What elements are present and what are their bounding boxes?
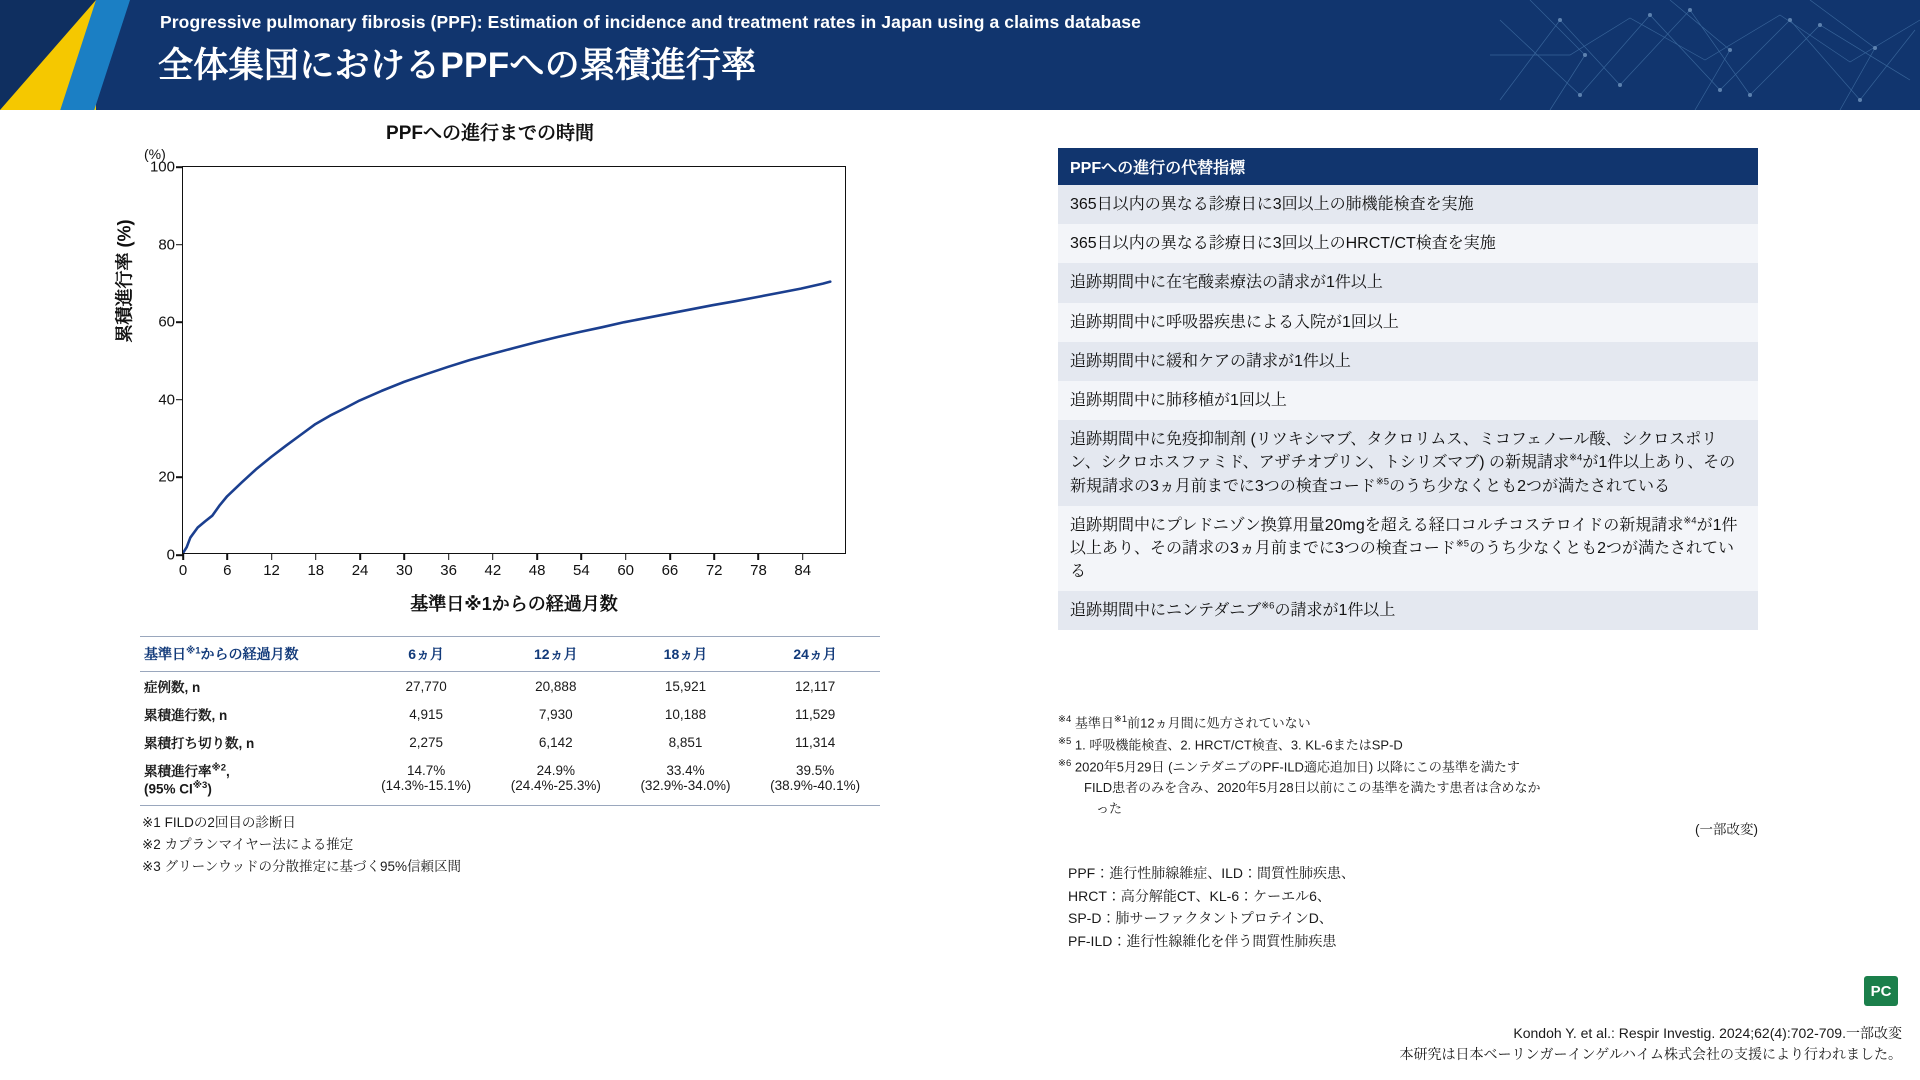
table-column-header: 18ヵ月 xyxy=(621,637,751,672)
table-column-header: 12ヵ月 xyxy=(491,637,621,672)
abbreviation-line: PF-ILD：進行性線維化を伴う間質性肺疾患 xyxy=(1068,933,1337,950)
x-tick-mark xyxy=(448,553,450,560)
header-subtitle: Progressive pulmonary fibrosis (PPF): Estimation of incidence and treatment rates in Japan using a claims database xyxy=(160,12,1141,32)
table-cell: 24.9% (24.4%-25.3%) xyxy=(491,756,621,805)
km-curve xyxy=(183,167,845,553)
table-cell: 12,117 xyxy=(795,678,836,694)
table-row xyxy=(140,672,880,701)
x-tick-label: 66 xyxy=(661,562,679,579)
x-tick-mark xyxy=(802,553,804,560)
x-tick-mark xyxy=(625,553,627,560)
summary-table xyxy=(140,636,880,806)
y-axis-unit: (%) xyxy=(144,146,166,162)
chart-footnotes xyxy=(142,812,862,878)
x-tick-mark xyxy=(492,553,494,560)
panel-footnote: $^{※5}$ 1. 呼吸機能検査、2. HRCT/CT検査、3. KL-6またはSP-D xyxy=(1058,736,1403,753)
table-column-header: 基準日$^{※1}$からの経過月数 xyxy=(140,637,361,672)
plot-area xyxy=(149,158,846,579)
support-statement: 本研究は日本ベーリンガーインゲルハイム株式会社の支援により行われました。 xyxy=(1399,1046,1902,1063)
criteria-row: 追跡期間中にニンテダニブ$^{※6}$の請求が1件以上 xyxy=(1058,591,1758,630)
y-tick-mark xyxy=(176,321,183,323)
chart-footnote: ※3 グリーンウッドの分散推定に基づく95%信頼区間 xyxy=(142,858,462,874)
x-tick-label: 0 xyxy=(178,562,188,579)
table-column-header: 6ヵ月 xyxy=(361,637,491,672)
chart-title: PPFへの進行までの時間 xyxy=(386,123,594,144)
table-cell: 2,275 xyxy=(409,734,444,750)
y-tick-mark xyxy=(176,244,183,246)
surrogate-criteria-panel xyxy=(1058,148,1758,630)
y-tick-mark xyxy=(176,477,183,479)
panel-footnote: $^{※6}$ 2020年5月29日 (ニンテダニブのPF-ILD適応追加日) 以降にこの基準を満たす xyxy=(1058,758,1520,775)
table-cell: 4,915 xyxy=(409,706,444,722)
y-tick-label: 80 xyxy=(158,236,175,254)
panel-footnote: った xyxy=(1096,801,1123,817)
criteria-row: 追跡期間中にプレドニゾン換算用量20mgを超える経口コルチコステロイドの新規請求$^{※4}$が1件以上あり、その請求の3ヵ月前までに3つの検査コード$^{※5}$のうち少なくとも2つが満たされている xyxy=(1058,506,1758,592)
table-cell: 14.7% (14.3%-15.1%) xyxy=(361,756,491,805)
y-tick-label: 0 xyxy=(166,546,175,564)
header-corner-decoration xyxy=(0,0,160,110)
reference-footer xyxy=(902,1023,1902,1066)
x-axis-label: 基準日※1からの経過月数 xyxy=(410,594,618,614)
table-cell: 39.5% (38.9%-40.1%) xyxy=(750,756,880,805)
x-tick-label: 36 xyxy=(440,562,457,579)
abbreviation-line: SP-D：肺サーファクタントプロテインD、 xyxy=(1068,910,1333,927)
table-cell: 10,188 xyxy=(664,706,707,722)
table-cell: 11,314 xyxy=(795,734,836,750)
x-tick-label: 78 xyxy=(750,562,767,579)
table-cell: 6,142 xyxy=(538,734,573,750)
series-line-0 xyxy=(183,282,830,553)
x-tick-mark xyxy=(315,553,317,560)
criteria-row: 追跡期間中に在宅酸素療法の請求が1件以上 xyxy=(1058,263,1758,302)
table-row-label: 累積進行数, n xyxy=(144,708,228,723)
x-tick-label: 6 xyxy=(223,562,232,579)
x-tick-mark xyxy=(669,553,671,560)
y-tick-label: 60 xyxy=(158,313,175,331)
chart-footnote: ※2 カプランマイヤー法による推定 xyxy=(142,836,354,852)
table-cell: 15,921 xyxy=(664,678,707,694)
y-tick-mark xyxy=(176,399,183,401)
table-header-row xyxy=(140,637,880,672)
table-cell: 20,888 xyxy=(535,678,577,694)
x-tick-mark xyxy=(404,553,406,560)
x-tick-label: 42 xyxy=(484,562,502,579)
criteria-row: 365日以内の異なる診療日に3回以上の肺機能検査を実施 xyxy=(1058,185,1758,224)
x-tick-mark xyxy=(713,553,715,560)
x-tick-label: 30 xyxy=(395,562,413,579)
x-tick-label: 18 xyxy=(307,562,325,579)
table-cell: 27,770 xyxy=(405,678,447,694)
reference-citation: Kondoh Y. et al.: Respir Investig. 2024;62(4):702-709.一部改変 xyxy=(1513,1024,1902,1041)
table-cell: 8,851 xyxy=(668,734,703,750)
x-tick-mark xyxy=(271,553,273,560)
table-body xyxy=(140,672,880,806)
x-tick-label: 12 xyxy=(263,562,280,579)
table-cell: 33.4% (32.9%-34.0%) xyxy=(621,756,751,805)
chart-container xyxy=(110,118,870,618)
criteria-row: 追跡期間中に免疫抑制剤 (リツキシマブ、タクロリムス、ミコフェノール酸、シクロスポリン、シクロホスファミド、アザチオプリン、トシリズマブ) の新規請求$^{※4}$が1件以上あり、その新規請求の3ヵ月前までに3つの検査コード$^{※5}$のうち少なくとも2つが満たされている xyxy=(1058,420,1758,506)
y-tick-mark xyxy=(176,166,183,168)
criteria-row: 追跡期間中に呼吸器疾患による入院が1回以上 xyxy=(1058,303,1758,342)
criteria-row: 365日以内の異なる診療日に3回以上のHRCT/CT検査を実施 xyxy=(1058,224,1758,263)
table-row-label: 累積打ち切り数, n xyxy=(144,736,255,751)
chart-footnote: ※1 FILDの2回目の診断日 xyxy=(142,815,296,830)
table-row xyxy=(140,756,880,805)
y-tick-label: 40 xyxy=(158,391,175,409)
page-header xyxy=(0,0,1920,110)
x-tick-mark xyxy=(581,553,583,560)
panel-footnote: FILD患者のみを含み、2020年5月28日以前にこの基準を満たす患者は含めなか xyxy=(1084,780,1541,796)
table-row xyxy=(140,700,880,728)
x-tick-label: 84 xyxy=(794,562,812,579)
company-logo: PC xyxy=(1864,976,1898,1006)
x-tick-label: 72 xyxy=(705,562,723,579)
x-tick-label: 48 xyxy=(528,562,546,579)
y-axis-label: 累積進行率 (%) xyxy=(114,219,135,343)
table-column-header: 24ヵ月 xyxy=(750,637,880,672)
x-tick-label: 54 xyxy=(573,562,590,579)
page-title: 全体集団におけるPPFへの累積進行率 xyxy=(158,46,757,85)
criteria-row: 追跡期間中に肺移植が1回以上 xyxy=(1058,381,1758,420)
x-tick-mark xyxy=(536,553,538,560)
x-tick-mark xyxy=(182,553,184,560)
x-tick-label: 60 xyxy=(617,562,634,579)
table-cell: 7,930 xyxy=(538,706,573,722)
table-row xyxy=(140,728,880,756)
x-tick-label: 24 xyxy=(351,562,369,579)
x-tick-mark xyxy=(758,553,760,560)
panel-heading: PPFへの進行の代替指標 xyxy=(1058,148,1758,185)
partial-modification-note: (一部改変) xyxy=(1695,822,1758,837)
x-tick-mark xyxy=(226,553,228,560)
abbreviation-line: PPF：進行性肺線維症、ILD：間質性肺疾患、 xyxy=(1068,865,1356,881)
y-tick-label: 20 xyxy=(158,468,175,486)
abbreviation-line: HRCT：高分解能CT、KL-6：ケーエル6、 xyxy=(1068,887,1331,904)
criteria-row: 追跡期間中に緩和ケアの請求が1件以上 xyxy=(1058,342,1758,381)
table-row-label: 累積進行率$^{※2}$, (95% CI$^{※3}$) xyxy=(140,756,361,805)
abbreviation-list xyxy=(1068,862,1768,953)
y-tick-label: 100 xyxy=(149,158,175,176)
table-row-label: 症例数, n xyxy=(144,680,201,695)
panel-footnotes xyxy=(1058,712,1778,820)
table-cell: 11,529 xyxy=(795,706,836,722)
x-tick-mark xyxy=(359,553,361,560)
panel-footnote: $^{※4}$ 基準日$^{※1}$前12ヵ月間に処方されていない xyxy=(1058,714,1311,731)
